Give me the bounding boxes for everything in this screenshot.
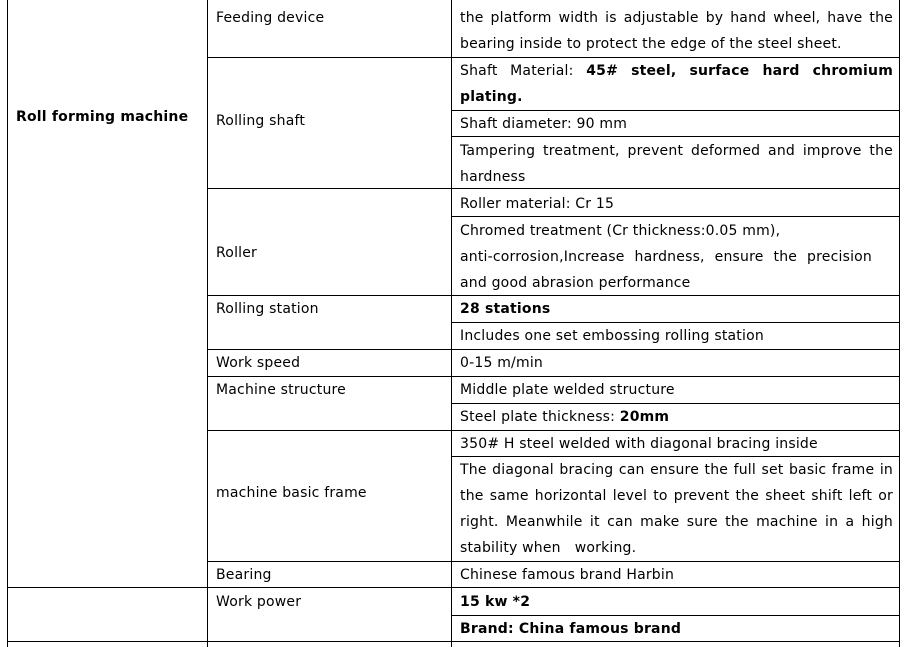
grid-line-col3 <box>451 0 452 647</box>
shaft-material-line2: plating. <box>460 89 523 105</box>
basic-frame-steel: 350# H steel welded with diagonal bracing inside <box>460 436 818 452</box>
roller-chrome-line1: Chromed treatment (Cr thickness:0.05 mm), <box>460 223 781 239</box>
feeding-device-desc-line2: bearing inside to protect the edge of the steel sheet. <box>460 36 842 52</box>
shaft-diameter: Shaft diameter: 90 mm <box>460 116 628 132</box>
feeding-device-label: Feeding device <box>216 10 325 26</box>
rolling-shaft-label: Rolling shaft <box>216 113 306 129</box>
grid-line-col2 <box>207 0 208 647</box>
feeding-device-desc-line1: the platform width is adjustable by hand wheel, have the <box>460 10 893 26</box>
basic-frame-label: machine basic frame <box>216 485 367 501</box>
roller-chrome-line3: and good abrasion performance <box>460 275 691 291</box>
roller-chrome-line2: anti-corrosion,Increase hardness, ensure the precision <box>460 249 872 265</box>
rolling-station-label: Rolling station <box>216 301 319 317</box>
bearing-value: Chinese famous brand Harbin <box>460 567 675 583</box>
grid-line-section-bottom <box>7 587 900 588</box>
work-power-value: 15 kw *2 <box>460 594 531 610</box>
basic-frame-bracing-line4: stability when working. <box>460 540 637 556</box>
bearing-label: Bearing <box>216 567 272 583</box>
steel-plate-thickness: Steel plate thickness: 20mm <box>460 409 670 425</box>
rolling-station-count: 28 stations <box>460 301 551 317</box>
machine-structure-type: Middle plate welded structure <box>460 382 675 398</box>
grid-line-left <box>7 0 8 647</box>
shaft-material-line1: Shaft Material: 45# steel, surface hard chromium <box>460 63 893 79</box>
machine-structure-label: Machine structure <box>216 382 346 398</box>
work-power-label: Work power <box>216 594 302 610</box>
section-title: Roll forming machine <box>16 109 189 125</box>
row-divider <box>207 349 900 350</box>
work-speed-value: 0-15 m/min <box>460 355 543 371</box>
row-divider <box>207 188 900 189</box>
grid-line-right <box>899 0 900 647</box>
grid-line-bottom <box>7 641 900 642</box>
roller-material: Roller material: Cr 15 <box>460 196 615 212</box>
motor-brand: Brand: China famous brand <box>460 621 682 637</box>
work-speed-label: Work speed <box>216 355 301 371</box>
roller-label: Roller <box>216 245 258 261</box>
shaft-tempering-line2: hardness <box>460 169 526 185</box>
basic-frame-bracing-line1: The diagonal bracing can ensure the full set basic frame in <box>460 462 893 478</box>
rolling-station-embossing: Includes one set embossing rolling station <box>460 328 764 344</box>
basic-frame-bracing-line2: the same horizontal level to prevent the sheet shift left or <box>460 488 893 504</box>
basic-frame-bracing-line3: right. Meanwhile it can make sure the machine in a high <box>460 514 893 530</box>
shaft-tempering-line1: Tampering treatment, prevent deformed and improve the <box>460 143 893 159</box>
